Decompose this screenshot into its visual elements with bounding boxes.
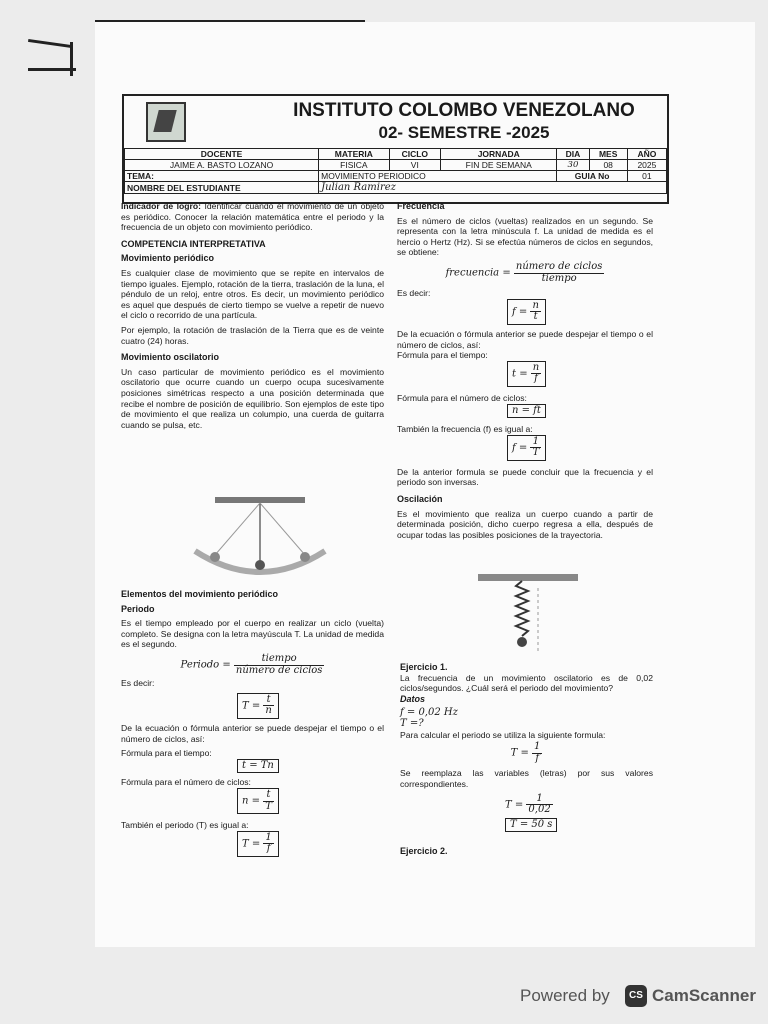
calc-text: Para calcular el periodo se utiliza la siguiente formula: <box>400 729 606 740</box>
handwritten-mark <box>28 68 76 71</box>
pendulum-string-right <box>260 503 305 555</box>
col-mes: MES <box>589 149 627 160</box>
ej2-heading: Ejercicio 2. <box>400 846 448 857</box>
competencia-heading: COMPETENCIA INTERPRETATIVA <box>121 238 266 249</box>
pendulum-illustration <box>185 493 335 588</box>
pendulum-support <box>215 497 305 503</box>
periodo-heading: Periodo <box>121 603 155 614</box>
right-column <box>397 201 653 544</box>
col-anio: AÑO <box>627 149 666 160</box>
freq-text: Es el número de ciclos (vueltas) realizados en un segundo. Se representa con la letra minúscula f. La unidad de medida es el hercio o Hertz (Hz). Si se efectúa números de ciclos en segundos, se obtiene: <box>397 215 653 258</box>
formula-lhs: frecuencia = <box>445 267 511 279</box>
formula-lhs: n = <box>242 795 260 807</box>
formula-numerator: n <box>532 299 539 311</box>
mp-example: Por ejemplo, la rotación de traslación de la Tierra que es de veinte cuatro (24) horas. <box>121 324 384 346</box>
formula-lhs: f = <box>512 442 528 454</box>
guia-value: 01 <box>627 171 666 182</box>
periodo-formula <box>121 654 384 676</box>
semester-title: 02- SEMESTRE -2025 <box>378 123 550 142</box>
formula-denominator: t <box>533 311 538 323</box>
mp-heading: Movimiento periódico <box>121 253 215 264</box>
camscanner-brand: CamScanner <box>652 986 756 1005</box>
calc-formula <box>400 742 653 764</box>
formula-box <box>507 361 546 387</box>
formula-lhs: T = <box>510 747 529 759</box>
freq-heading: Frecuencia <box>397 201 445 211</box>
dato-f: f = 0,02 Hz <box>400 707 458 719</box>
col-materia: MATERIA <box>319 149 389 160</box>
formula-denominator: n <box>265 705 272 717</box>
formula-denominator: 0,02 <box>528 804 551 816</box>
logro-text: Identificar cuando el movimiento de un objeto es periódico. Conocer la relación matemática entre el periodo y la frecuencia de un objeto con movimiento periódico. <box>121 201 384 233</box>
left-column <box>121 201 384 434</box>
ej1-heading: Ejercicio 1. <box>400 662 448 672</box>
formula-ciclos-label: Fórmula para el número de ciclos: <box>397 392 527 403</box>
tambien-text: También el periodo (T) es igual a: <box>121 820 249 831</box>
reemplaza-text: Se reemplaza las variables (letras) por sus valores correspondientes. <box>400 768 653 789</box>
formula-ciclos-label: Fórmula para el número de ciclos: <box>121 777 251 788</box>
info-table <box>124 148 667 194</box>
formula-lhs: Periodo = <box>180 659 231 671</box>
document-header <box>122 94 669 204</box>
formula-tiempo-label: Fórmula para el tiempo: <box>121 748 212 759</box>
formula-lhs: T = <box>242 838 261 850</box>
formula-lhs: T = <box>242 700 261 712</box>
formula-numerator: t <box>263 695 273 707</box>
osc-heading: Oscilación <box>397 494 443 505</box>
dato-T: T =? <box>400 717 424 729</box>
jornada-value: FIN DE SEMANA <box>441 160 557 171</box>
formula-numerator: 1 <box>530 437 541 449</box>
formula-numerator: n <box>532 361 540 373</box>
formula-numerator: t <box>263 790 274 802</box>
formula-numerator: 1 <box>265 831 272 843</box>
pendulum-bob-center <box>255 560 265 570</box>
formula-box <box>237 693 279 719</box>
elementos-heading: Elementos del movimiento periódico <box>121 589 279 599</box>
formula-box: n = ft <box>507 404 546 419</box>
formula-denominator: f <box>534 373 538 385</box>
despejar-text: De la ecuación o fórmula anterior se puede despejar el tiempo o el número de ciclos, así: <box>121 722 384 744</box>
formula-box <box>237 831 279 857</box>
formula-denominator: f <box>266 843 271 855</box>
formula-denominator: T <box>532 447 540 459</box>
school-name: INSTITUTO COLOMBO VENEZOLANO <box>293 100 635 121</box>
formula-denominator: T <box>265 800 272 812</box>
logro-label: Indicador de logro: <box>121 201 202 211</box>
formula-numerator: tiempo <box>234 654 325 666</box>
formula-lhs: T = <box>505 799 524 811</box>
freq-formula <box>397 262 653 284</box>
estudiante-value: Julian Ramirez <box>319 182 667 194</box>
formula-box <box>507 435 546 461</box>
mo-heading: Movimiento oscilatorio <box>121 352 220 363</box>
formula-box <box>507 299 546 325</box>
ej1-text: La frecuencia de un movimiento oscilatorio es de 0,02 ciclos/segundos. ¿Cuál será el periodo del movimiento? <box>400 672 653 694</box>
col-ciclo: CICLO <box>389 149 440 160</box>
mp-text: Es cualquier clase de movimiento que se repite en intervalos de tiempo iguales. Ejemplo, rotación de la tierra, traslación de la luna, el péndulo de un reloj, entre otros. Es decir, un movimiento periódico es aquel que después de cierto tiempo se vuelve a repetir de nuevo el ciclo o recorrido de una partícula. <box>121 267 384 321</box>
osc-text: Es el movimiento que realiza un cuerpo cuando a partir de determinada posición, dicho cuerpo regresa a ella, después de ocupar todas las posibles posiciones de la trayectoria. <box>397 508 653 540</box>
estudiante-label: NOMBRE DEL ESTUDIANTE <box>125 182 319 194</box>
dia-value: 30 <box>557 160 589 171</box>
handwritten-mark <box>70 42 73 76</box>
materia-value: FISICA <box>319 160 389 171</box>
mes-value: 08 <box>589 160 627 171</box>
datos-heading: Datos <box>400 693 426 704</box>
school-logo-icon <box>146 102 186 142</box>
tambien-text: También la frecuencia (f) es igual a: <box>397 424 533 435</box>
ciclo-value: VI <box>389 160 440 171</box>
formula-denominator: número de ciclos <box>235 664 323 676</box>
docente-value: JAIME A. BASTO LOZANO <box>125 160 319 171</box>
formula-lhs: t = <box>512 368 528 380</box>
pendulum-bob-left <box>210 552 220 562</box>
formula-numerator: número de ciclos <box>515 260 603 272</box>
despejar-text: De la ecuación o fórmula anterior se puede despejar el tiempo o el número de ciclos, así: <box>397 328 653 350</box>
powered-by-text: Powered by <box>520 986 610 1005</box>
spring-mass <box>517 637 527 647</box>
mo-text: Un caso particular de movimiento periódico es el movimiento oscilatorio que ocurre cuando un cuerpo ocupa sucesivamente posiciones simétricas respecto a una posición determinada que recibe el nombre de posición de equilibrio. Son ejemplos de este tipo de movimiento el que realiza un columpio, una cuerda de guitarra cuando se pulsa, etc. <box>121 366 384 430</box>
formula-numerator: 1 <box>526 794 552 806</box>
left-column-lower <box>121 589 384 857</box>
spring-support <box>478 574 578 581</box>
es-decir: Es decir: <box>397 288 431 299</box>
col-dia: DIA <box>557 149 589 160</box>
pendulum-bob-right <box>300 552 310 562</box>
formula-box <box>237 788 279 814</box>
handwritten-mark <box>28 39 72 48</box>
col-jornada: JORNADA <box>441 149 557 160</box>
spring-illustration <box>478 572 578 662</box>
spring-coil <box>516 581 528 636</box>
pendulum-string-left <box>215 503 260 555</box>
conclusion-text: De la anterior formula se puede concluir que la frecuencia y el periodo son inversas. <box>397 466 653 488</box>
camscanner-logo-icon: CS <box>625 985 647 1007</box>
formula-denominator: tiempo <box>541 272 577 284</box>
periodo-text: Es el tiempo empleado por el cuerpo en realizar un ciclo (vuelta) completo. Se designa con la letra mayúscula T. La unidad de medida es el segundo. <box>121 618 384 650</box>
right-column-lower <box>400 662 653 861</box>
formula-tiempo-label: Fórmula para el tiempo: <box>397 350 488 361</box>
guia-label: GUIA No <box>557 171 627 182</box>
formula-box: t = Tn <box>237 759 279 774</box>
formula-lhs: f = <box>512 306 528 318</box>
tema-value: MOVIMIENTO PERIODICO <box>319 171 557 182</box>
es-decir: Es decir: <box>121 678 155 689</box>
col-docente: DOCENTE <box>125 149 319 160</box>
substitution-formula <box>400 794 653 816</box>
formula-denominator: f <box>535 752 540 764</box>
formula-numerator: 1 <box>534 741 541 753</box>
result-box: T = 50 s <box>505 818 557 833</box>
tema-label: TEMA: <box>125 171 319 182</box>
anio-value: 2025 <box>627 160 666 171</box>
